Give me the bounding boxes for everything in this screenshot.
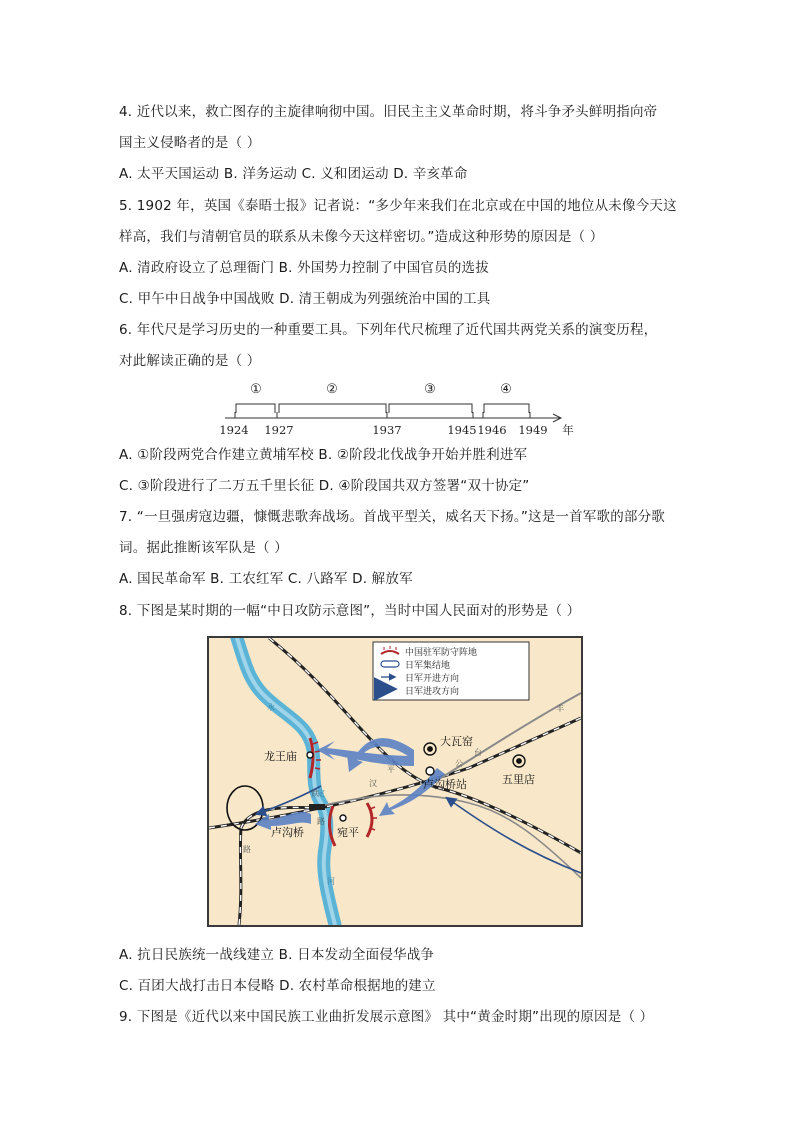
label-lugouqiao: 卢沟桥 xyxy=(271,826,304,839)
river-char-he: 河 xyxy=(327,877,335,886)
q6-options-ab: A. ①阶段两党合作建立黄埔军校 B. ②阶段北伐战争开始并胜利进军 xyxy=(119,447,528,463)
q6-options-cd: C. ③阶段进行了二万五千里长征 D. ④阶段国共双方签署“双十协定” xyxy=(119,478,530,494)
year-1937: 1937 xyxy=(372,423,402,437)
q5-stem-line2: 样高，我们与清朝官员的联系从未像今天这样密切。”造成这种形势的原因是（ ） xyxy=(119,229,604,245)
road-char-lu: 路 xyxy=(243,845,251,854)
q7-options: A. 国民革命军 B. 工农红军 C. 八路军 D. 解放军 xyxy=(119,571,413,587)
bridge-icon xyxy=(309,804,325,810)
q5-options-cd: C. 甲午中日战争中国战败 D. 清王朝成为列强统治中国的工具 xyxy=(119,291,491,307)
road-char-lu2: 路 xyxy=(317,817,325,826)
river-char-ding: 定 xyxy=(317,789,325,798)
road-char-tie: 铁 xyxy=(311,789,319,798)
label-wulidian: 五里店 xyxy=(502,773,535,786)
map-legend xyxy=(373,642,529,700)
q4-stem-line1: 4. 近代以来，救亡图存的主旋律响彻中国。旧民主主义革命时期，将斗争矛头鲜明指向帝 xyxy=(119,104,658,120)
era-timeline xyxy=(215,378,585,440)
road-char-gong: 公 xyxy=(455,759,463,768)
lugouqiao-station-marker xyxy=(426,767,434,775)
defense-position-wanping xyxy=(329,803,377,846)
longwangmiao-marker xyxy=(307,752,313,758)
year-1946: 1946 xyxy=(477,423,507,437)
advance-arrow-southeast xyxy=(447,798,581,873)
q4-stem-line2: 国主义侵略者的是（ ） xyxy=(119,135,261,151)
year-1949: 1949 xyxy=(518,423,548,437)
stage-label-4: ④ xyxy=(500,382,512,397)
q6-stem-line1: 6. 年代尺是学习历史的一种重要工具。下列年代尺梳理了近代国共两党关系的演变历程， xyxy=(119,322,658,338)
sino-japanese-battle-map xyxy=(207,636,583,927)
q7-stem-line1: 7. “一旦强虏寇边疆，慷慨悲歌奔战场。首战平型关，威名天下扬。”这是一首军歌的部分歌 xyxy=(119,509,666,525)
stage-label-2: ② xyxy=(326,382,338,397)
q4-options: A. 太平天国运动 B. 洋务运动 C. 义和团运动 D. 辛亥革命 xyxy=(119,166,468,182)
label-longwangmiao: 龙王庙 xyxy=(264,750,297,763)
legend-advance: 日军开进方向 xyxy=(405,674,460,684)
q5-options-ab: A. 清政府设立了总理衙门 B. 外国势力控制了中国官员的选拔 xyxy=(119,260,489,276)
q9-stem: 9. 下图是《近代以来中国民族工业曲折发展示意图》 其中“黄金时期”出现的原因是（ ） xyxy=(119,1009,654,1025)
q8-options-cd: C. 百团大战打击日本侵略 D. 农村革命根据地的建立 xyxy=(119,978,436,994)
road-char-han: 汉 xyxy=(369,779,377,788)
year-1924: 1924 xyxy=(219,423,249,437)
q6-stem-line2: 对此解读正确的是（ ） xyxy=(119,353,261,369)
q8-options-ab: A. 抗日民族统一战线建立 B. 日本发动全面侵华战争 xyxy=(119,947,435,963)
road-char-ping: 平 xyxy=(387,765,395,774)
q7-stem-line2: 词。据此推断该军队是（ ） xyxy=(119,540,288,556)
year-1945: 1945 xyxy=(447,423,477,437)
year-1927: 1927 xyxy=(264,423,294,437)
wanping-marker xyxy=(340,815,346,821)
road-char-feng: 丰 xyxy=(556,704,564,713)
legend-defense: 中国驻军防守阵地 xyxy=(405,648,478,658)
legend-attack: 日军进攻方向 xyxy=(405,687,460,697)
year-unit: 年 xyxy=(562,423,574,437)
stage-label-1: ① xyxy=(250,382,262,397)
label-lugouqiao-station: 卢沟桥站 xyxy=(423,778,467,791)
q5-stem-line1: 5. 1902 年，英国《泰晤士报》记者说：“多少年来我们在北京或在中国的地位从未像今天这 xyxy=(119,198,677,214)
road-char-tai: 台 xyxy=(474,748,482,757)
label-dawayao: 大瓦窑 xyxy=(440,735,473,748)
river-char-yong: 永 xyxy=(267,703,275,712)
label-wanping: 宛平 xyxy=(337,826,359,839)
q8-stem: 8. 下图是某时期的一幅“中日攻防示意图”，当时中国人民面对的形势是（ ） xyxy=(119,603,581,619)
legend-assembly: 日军集结地 xyxy=(405,661,451,671)
stage-label-3: ③ xyxy=(424,382,436,397)
